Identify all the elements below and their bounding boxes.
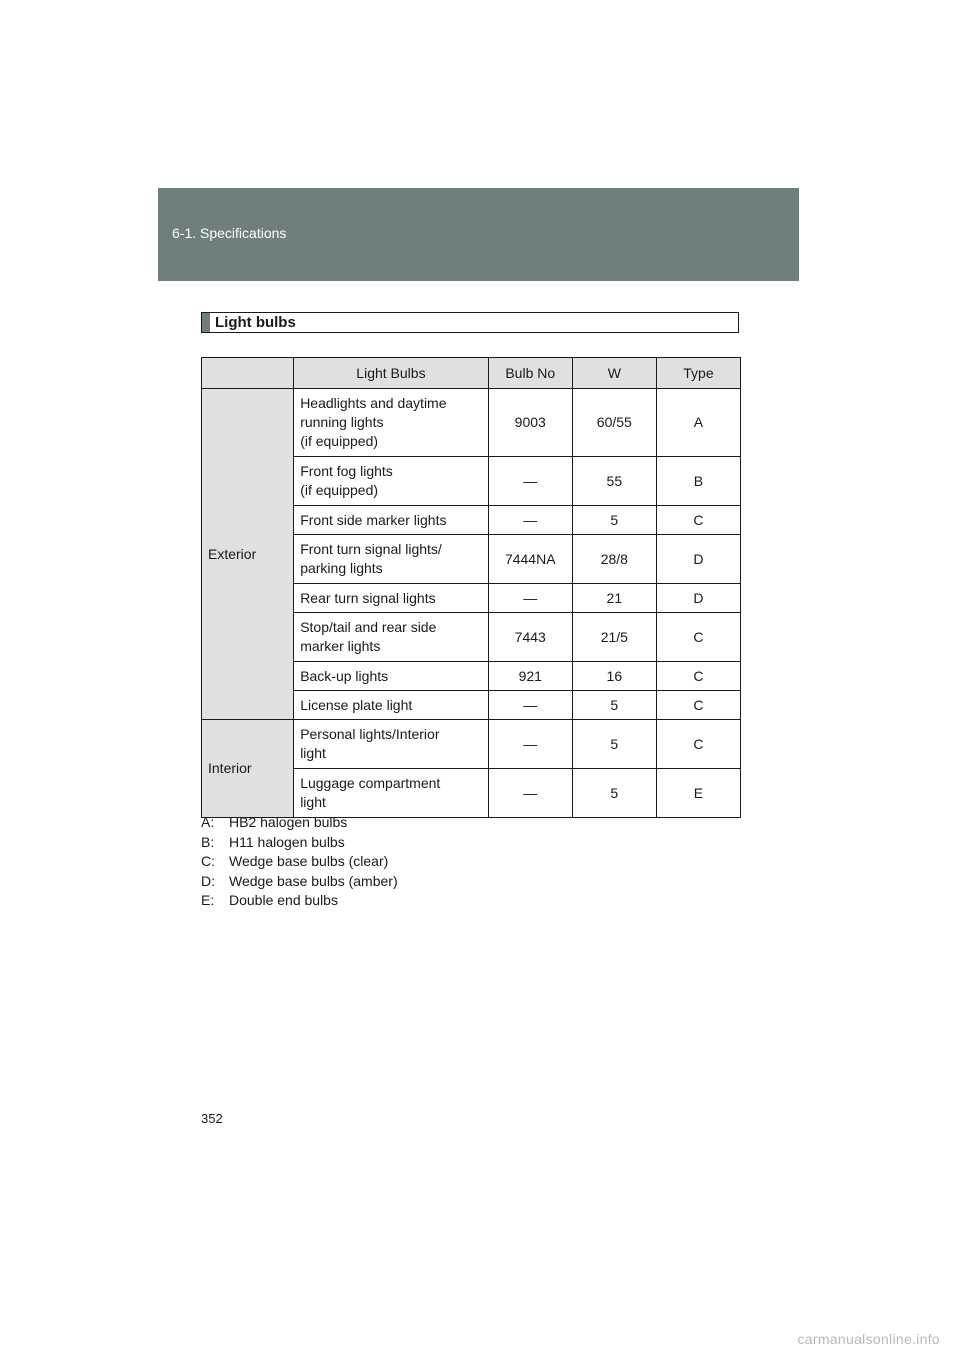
bulb-number: — bbox=[488, 457, 572, 506]
bulb-name: License plate light bbox=[294, 691, 489, 720]
bulb-name bbox=[294, 535, 489, 584]
table-row bbox=[202, 720, 741, 769]
legend-text: H11 halogen bulbs bbox=[229, 833, 345, 850]
bulb-type: D bbox=[656, 535, 740, 584]
bulb-name: Rear turn signal lights bbox=[294, 584, 489, 613]
bulb-number: 921 bbox=[488, 662, 572, 691]
legend-key: A: bbox=[201, 814, 215, 830]
legend-text: Wedge base bulbs (amber) bbox=[229, 872, 398, 889]
bulb-name-line: running lights bbox=[300, 414, 384, 430]
table-row bbox=[202, 389, 741, 457]
legend-key: B: bbox=[201, 833, 215, 850]
legend-text: Double end bulbs bbox=[229, 892, 338, 908]
bulb-wattage: 16 bbox=[572, 662, 656, 691]
bulb-name-line: Headlights and daytime bbox=[300, 395, 447, 411]
section-breadcrumb: 6-1. Specifications bbox=[172, 225, 287, 241]
bulb-number: 9003 bbox=[488, 389, 572, 457]
bulb-type: A bbox=[656, 389, 740, 457]
bulb-wattage: 21 bbox=[572, 584, 656, 613]
bulb-name-line: marker lights bbox=[300, 638, 381, 654]
bulb-wattage: 5 bbox=[572, 691, 656, 720]
bulb-number: — bbox=[488, 691, 572, 720]
bulb-type: B bbox=[656, 457, 740, 506]
bulb-type: C bbox=[656, 720, 740, 769]
legend-key: E: bbox=[201, 892, 215, 908]
column-header: Light Bulbs bbox=[294, 358, 489, 389]
bulb-type: C bbox=[656, 691, 740, 720]
bulb-number: 7444NA bbox=[488, 535, 572, 584]
legend-item bbox=[201, 852, 398, 872]
bulb-name-line: (if equipped) bbox=[300, 482, 379, 498]
legend-text: Wedge base bulbs (clear) bbox=[229, 853, 389, 869]
bulb-name-line: (if equipped) bbox=[300, 433, 379, 449]
bulb-name bbox=[294, 720, 489, 769]
legend-key: D: bbox=[201, 872, 215, 889]
bulb-name-line: Luggage compartment bbox=[300, 775, 441, 791]
bulb-name-line: light bbox=[300, 794, 326, 810]
bulb-type: C bbox=[656, 506, 740, 535]
bulb-wattage: 60/55 bbox=[572, 389, 656, 457]
bulb-name: Front side marker lights bbox=[294, 506, 489, 535]
bulb-name bbox=[294, 769, 489, 818]
column-header: W bbox=[572, 358, 656, 389]
legend-item bbox=[201, 891, 398, 911]
bulb-name-line: Front fog lights bbox=[300, 463, 393, 479]
bulb-name-line: parking lights bbox=[300, 560, 383, 576]
section-title: Light bulbs bbox=[215, 314, 296, 331]
legend-text: HB2 halogen bulbs bbox=[229, 814, 348, 830]
bulb-wattage: 5 bbox=[572, 506, 656, 535]
bulb-number: — bbox=[488, 506, 572, 535]
bulb-name: Back-up lights bbox=[294, 662, 489, 691]
bulb-wattage: 21/5 bbox=[572, 613, 656, 662]
legend-item bbox=[201, 833, 398, 853]
bulb-number: 7443 bbox=[488, 613, 572, 662]
bulb-type: E bbox=[656, 769, 740, 818]
section-title-box bbox=[201, 312, 739, 333]
bulb-name-line: Personal lights/Interior bbox=[300, 726, 440, 742]
section-title-accent bbox=[202, 313, 210, 332]
group-label-interior: Interior bbox=[202, 720, 294, 818]
bulb-name bbox=[294, 613, 489, 662]
bulb-type-legend bbox=[201, 813, 398, 911]
legend-item bbox=[201, 813, 398, 833]
bulb-name bbox=[294, 389, 489, 457]
table-header-row bbox=[202, 358, 741, 389]
column-header: Type bbox=[656, 358, 740, 389]
bulb-name bbox=[294, 457, 489, 506]
legend-key: C: bbox=[201, 853, 215, 869]
bulb-wattage: 55 bbox=[572, 457, 656, 506]
watermark: carmanualsonline.info bbox=[797, 1331, 940, 1347]
page-number: 352 bbox=[201, 1111, 223, 1126]
bulb-type: D bbox=[656, 584, 740, 613]
bulb-name-line: Stop/tail and rear side bbox=[300, 619, 437, 635]
bulb-number: — bbox=[488, 720, 572, 769]
bulb-type: C bbox=[656, 613, 740, 662]
light-bulbs-table bbox=[201, 357, 741, 818]
bulb-number: — bbox=[488, 584, 572, 613]
bulb-name-line: light bbox=[300, 745, 326, 761]
bulb-number: — bbox=[488, 769, 572, 818]
column-header bbox=[202, 358, 294, 389]
bulb-wattage: 5 bbox=[572, 769, 656, 818]
legend-item bbox=[201, 872, 398, 892]
bulb-wattage: 5 bbox=[572, 720, 656, 769]
bulb-type: C bbox=[656, 662, 740, 691]
column-header: Bulb No bbox=[488, 358, 572, 389]
group-label-exterior: Exterior bbox=[202, 389, 294, 720]
bulb-name-line: Front turn signal lights/ bbox=[300, 541, 442, 557]
bulb-wattage: 28/8 bbox=[572, 535, 656, 584]
